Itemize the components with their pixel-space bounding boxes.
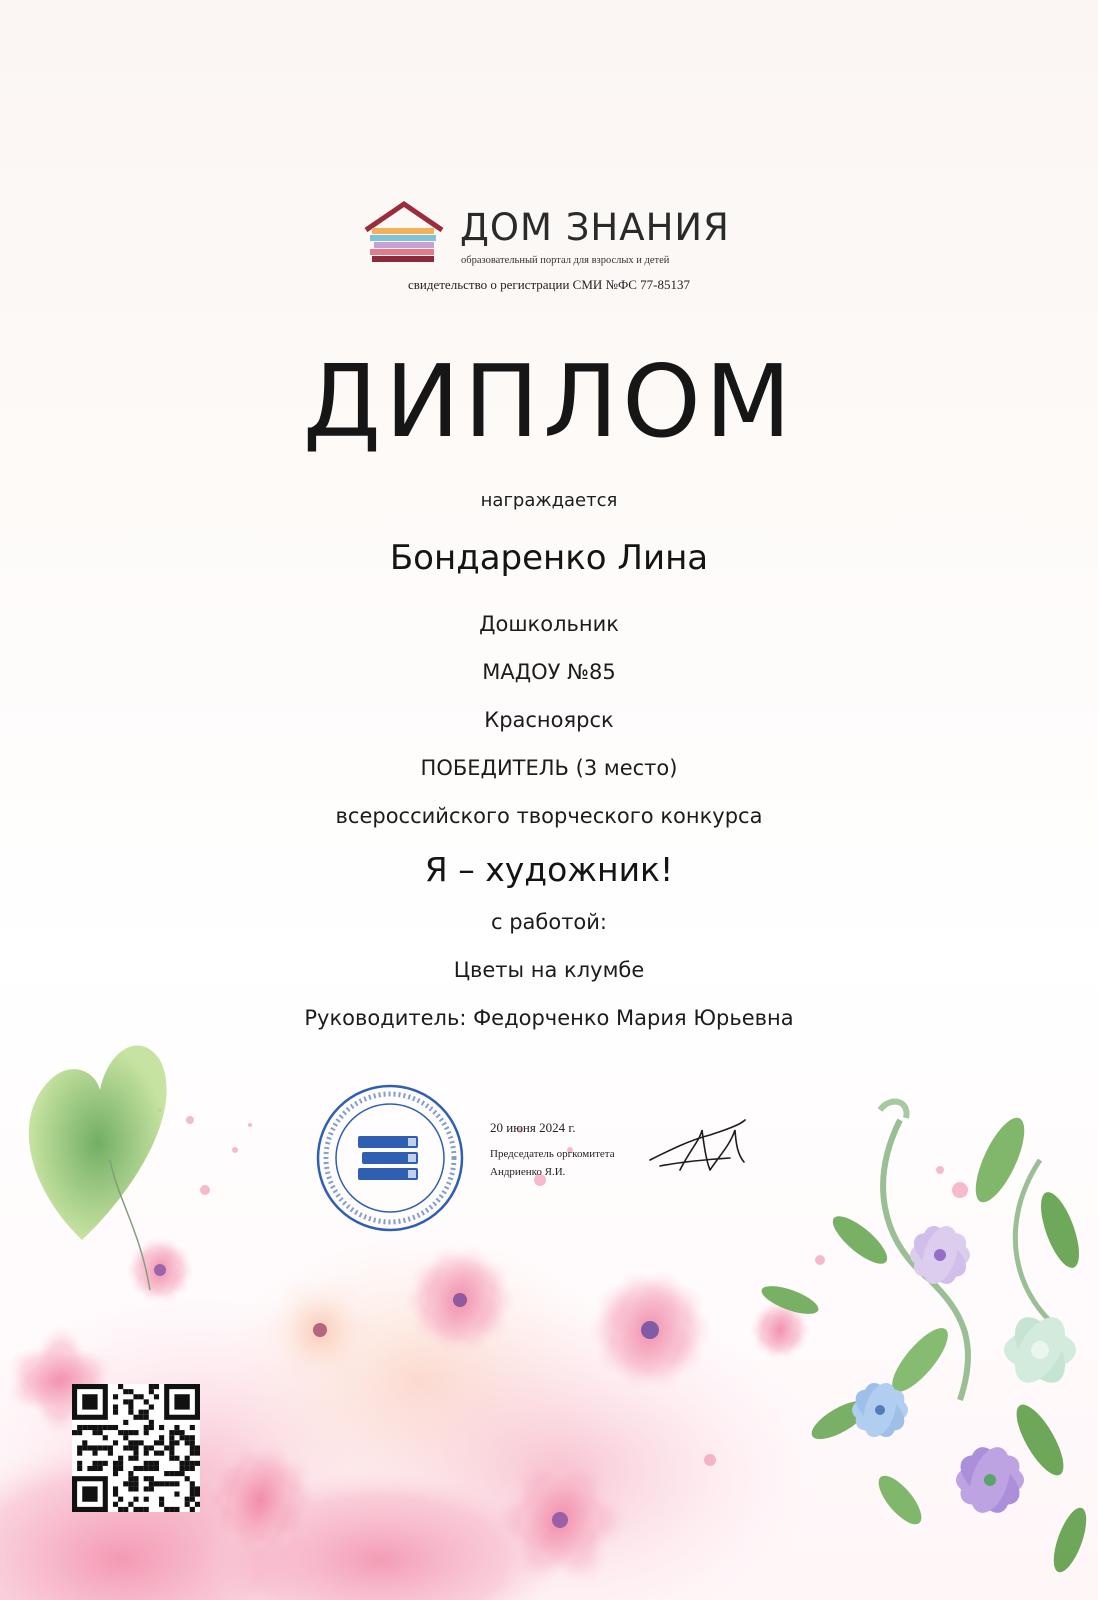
category-text: Дошкольник — [479, 612, 619, 636]
city-text: Красноярск — [484, 708, 614, 732]
recipient-name: Бондаренко Лина — [389, 538, 709, 578]
official-stamp-icon — [312, 1080, 468, 1236]
result-text: ПОБЕДИТЕЛЬ (3 место) — [420, 756, 678, 780]
signature-role: Председатель оргкомитета — [490, 1148, 615, 1160]
signature-name: Андриенко Я.И. — [490, 1166, 566, 1178]
signature-block — [490, 1120, 615, 1178]
registration-text: свидетельство о регистрации СМИ №ФС 77-85137 — [408, 277, 690, 292]
work-label: с работой: — [490, 910, 608, 934]
awarded-label: награждается — [480, 490, 618, 511]
logo-subtitle: образовательный портал для взрослых и детей — [461, 255, 670, 266]
work-title: Цветы на клумбе — [453, 958, 645, 982]
contest-name: Я – художник! — [424, 850, 674, 889]
handwritten-signature — [640, 1100, 760, 1190]
qr-code-icon — [72, 1384, 200, 1512]
diploma-title: ДИПЛОМ — [302, 343, 796, 460]
institution-text: МАДОУ №85 — [482, 660, 616, 684]
contest-type-text: всероссийского творческого конкурса — [335, 804, 763, 828]
signature-date: 20 июня 2024 г. — [490, 1120, 576, 1135]
qr-code[interactable] — [72, 1384, 200, 1512]
supervisor-text: Руководитель: Федорченко Мария Юрьевна — [304, 1006, 794, 1030]
logo-title: ДОМ ЗНАНИЯ — [460, 206, 730, 249]
dom-znaniya-logo-icon — [362, 200, 446, 266]
